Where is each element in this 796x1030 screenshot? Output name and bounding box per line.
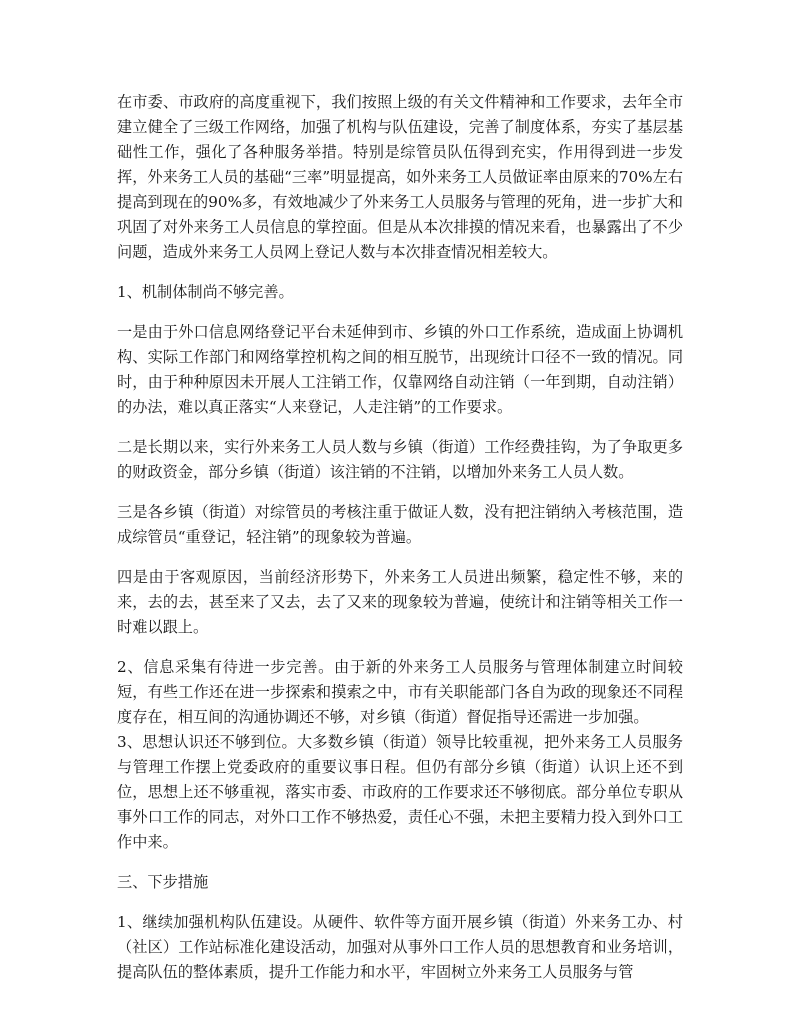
section-heading-mechanism: 1、机制体制尚不够完善。 <box>117 283 294 301</box>
document-body <box>117 90 683 1000</box>
section-heading-next-steps: 三、下步措施 <box>117 873 209 891</box>
paragraph-point-four: 四是由于客观原因，当前经济形势下，外来务工人员进出频繁，稳定性不够，来的来，去的去，甚至来了又去，去了又来的现象较为普遍，使统计和注销等相关工作一时难以跟上。 <box>117 568 683 636</box>
paragraph-point-one: 一是由于外口信息网络登记平台未延伸到市、乡镇的外口工作系统，造成面上协调机构、实际工作部门和网络掌控机构之间的相互脱节，出现统计口径不一致的情况。同时，由于种种原因未开展人工注销工作，仅靠网络自动注销（一年到期，自动注销）的办法，难以真正落实“人来登记，人走注销”的工作要求。 <box>117 323 683 416</box>
paragraph-point-two: 二是长期以来，实行外来务工人员人数与乡镇（街道）工作经费挂钩，为了争取更多的财政资金，部分乡镇（街道）该注销的不注销，以增加外来务工人员人数。 <box>117 438 683 481</box>
paragraph-info-collection: 2、信息采集有待进一步完善。由于新的外来务工人员服务与管理体制建立时间较短，有些工作还在进一步探索和摸索之中，市有关职能部门各自为政的现象还不同程度存在，相互间的沟通协调还不够，对乡镇（街道）督促指导还需进一步加强。 <box>117 658 683 726</box>
paragraph-measure-one: 1、继续加强机构队伍建设。从硬件、软件等方面开展乡镇（街道）外来务工办、村（社区）工作站标准化建设活动，加强对从事外口工作人员的思想教育和业务培训，提高队伍的整体素质，提升工作能力和水平，牢固树立外来务工人员服务与管 <box>117 913 683 981</box>
intro-paragraph: 在市委、市政府的高度重视下，我们按照上级的有关文件精神和工作要求，去年全市建立健全了三级工作网络，加强了机构与队伍建设，完善了制度体系，夯实了基层基础性工作，强化了各种服务举措。特别是综管员队伍得到充实，作用得到进一步发挥，外来务工人员的基础“三率”明显提高，如外来务工人员做证率由原来的70%左右提高到现在的90%多，有效地减少了外来务工人员服务与管理的死角，进一步扩大和巩固了对外来务工人员信息的掌控面。但是从本次排摸的情况来看，也暴露出了不少问题，造成外来务工人员网上登记人数与本次排查情况相差较大。 <box>117 93 683 261</box>
paragraph-awareness: 3、思想认识还不够到位。大多数乡镇（街道）领导比较重视，把外来务工人员服务与管理工作摆上党委政府的重要议事日程。但仍有部分乡镇（街道）认识上还不到位，思想上还不够重视，落实市委、市政府的工作要求还不够彻底。部分单位专职从事外口工作的同志，对外口工作不够热爱，责任心不强，未把主要精力投入到外口工作中来。 <box>117 733 683 851</box>
paragraph-point-three: 三是各乡镇（街道）对综管员的考核注重于做证人数，没有把注销纳入考核范围，造成综管员“重登记，轻注销”的现象较为普遍。 <box>117 503 683 546</box>
